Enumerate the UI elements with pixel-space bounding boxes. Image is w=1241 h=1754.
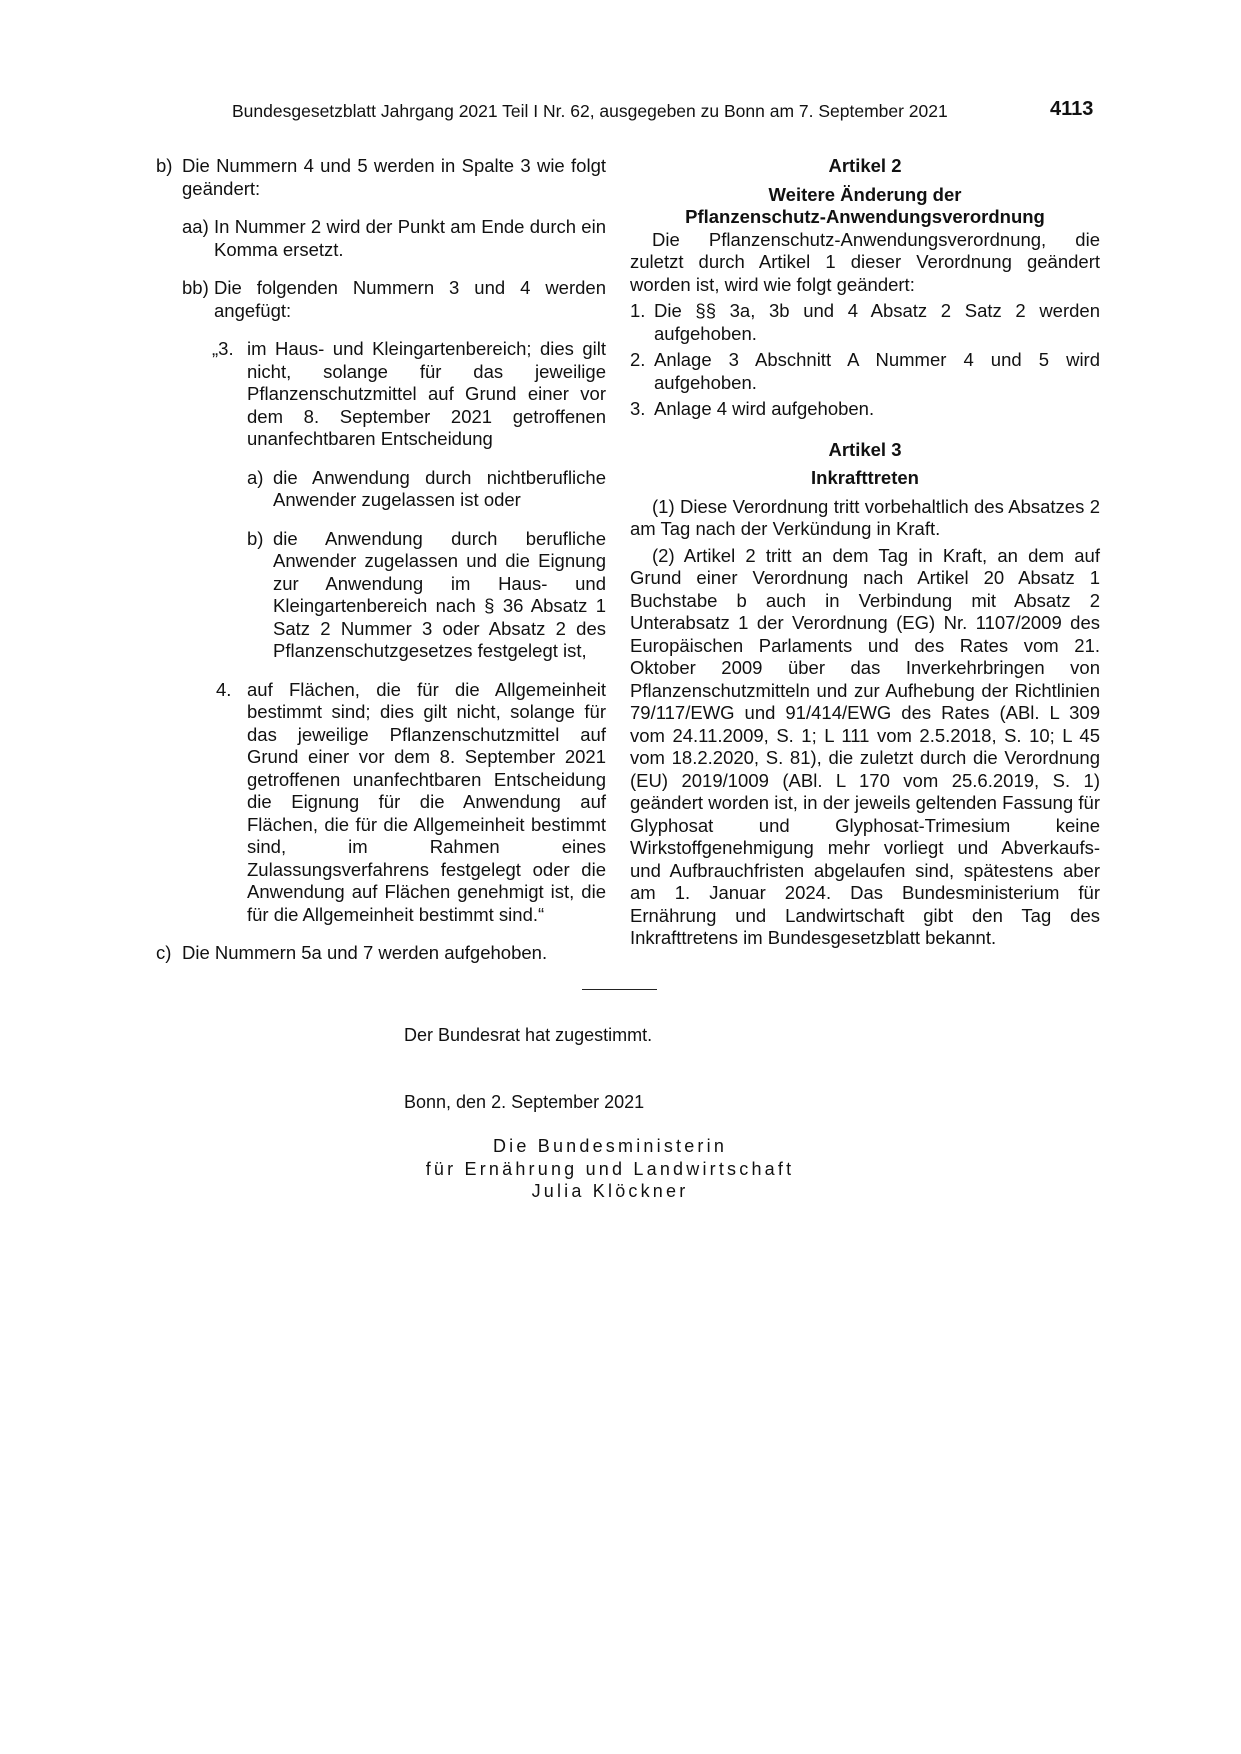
list-item-bb: [156, 277, 606, 322]
list-item-aa: [156, 216, 606, 261]
artikel2-intro: Die Pflanzenschutz-Anwendungsverordnung, die zuletzt durch Artikel 1 dieser Verordnung geändert worden ist, wird wie folgt geändert:: [630, 228, 1100, 295]
list-text: Die Nummern 4 und 5 werden in Spalte 3 wie folgt geändert:: [182, 155, 606, 199]
list-item-4: [156, 679, 606, 927]
list-text: Die Nummern 5a und 7 werden aufgehoben.: [182, 942, 548, 963]
left-column: [156, 155, 606, 965]
list-text: Die folgenden Nummern 3 und 4 werden angefügt:: [214, 277, 606, 321]
artikel3-para2: (2) Artikel 2 tritt an dem Tag in Kraft, an dem auf Grund einer Verordnung nach Artikel 20 Absatz 1 Buchstabe b auch in Verbindung mit Absatz 2 Unterabsatz 1 der Verordnung (EG) Nr. 1107/2009 des Europäischen Parlaments und des Rates vom 21. Oktober 2009 über das Inverkehrbringen von Pflanzenschutzmitteln und zur Aufhebung der Richtlinien 79/117/EWG und 91/414/EWG des Rates (ABl. L 309 vom 24.11.2009, S. 1; L 111 vom 2.5.2018, S. 10; L 45 vom 18.2.2020, S. 81), die zuletzt durch die Verordnung (EU) 2019/1009 (ABl. L 170 vom 25.6.2019, S. 1) geändert worden ist, in der jeweils geltenden Fassung für Glyphosat und Glyphosat-Trimesium keine Wirkstoffgenehmigung mehr vorliegt und Abverkaufs- und Aufbrauchfristen abgelaufen sind, spätestens aber am 1. Januar 2024. Das Bundesministerium für Ernährung und Landwirtschaft gibt den Tag des Inkrafttretens im Bundesgesetzblatt bekannt.: [630, 544, 1100, 948]
running-header: [232, 100, 1112, 123]
list-item-3: [156, 338, 606, 451]
signatory-name: Julia Klöckner: [531, 1181, 689, 1201]
list-label: „3.: [212, 338, 234, 359]
list-label: c): [156, 942, 172, 963]
list-text: die Anwendung durch nichtberufliche Anwender zugelassen ist oder: [273, 466, 606, 510]
list-item-b: [156, 155, 606, 200]
list-text: auf Flächen, die für die Allgemeinheit bestimmt sind; dies gilt nicht, solange für das jeweilige Pflanzenschutzmittel auf Grund einer vor dem 8. September 2021 getroffenen unanfechtbaren Entscheidung die Eignung für die Anwendung auf Flächen, die für die Allgemeinheit bestimmt sind, im Rahmen eines Zulassungsverfahrens festgelegt oder die Anwendung auf Flächen genehmigt ist, die für die Allgemeinheit bestimmt sind.“: [247, 678, 606, 925]
signatory-title-line2: für Ernährung und Landwirtschaft: [425, 1158, 795, 1179]
artikel3-para1: (1) Diese Verordnung tritt vorbehaltlich des Absatzes 2 am Tag nach der Verkündung in Kraft.: [630, 495, 1100, 539]
list-label: 4.: [216, 678, 232, 700]
list-label: 3.: [630, 398, 646, 419]
artikel2-item-3: [630, 398, 1100, 421]
list-text: Die §§ 3a, 3b und 4 Absatz 2 Satz 2 werden aufgehoben.: [654, 300, 1100, 344]
list-label: b): [156, 155, 173, 176]
list-label: bb): [182, 277, 209, 298]
consent-note: Der Bundesrat hat zugestimmt.: [404, 1025, 653, 1045]
artikel2-heading: Artikel 2: [828, 155, 902, 176]
list-item-3a: [156, 467, 606, 512]
place-date: Bonn, den 2. September 2021: [404, 1092, 645, 1112]
right-column: [630, 155, 1100, 950]
list-text: die Anwendung durch berufliche Anwender zugelassen und die Eignung zur Anwendung im Haus- und Kleingartenbereich nach § 36 Absatz 1 Satz 2 Nummer 3 oder Absatz 2 des Pflanzenschutzgesetzes festgelegt ist,: [273, 527, 606, 661]
artikel3-heading: Artikel 3: [828, 438, 902, 460]
artikel2-title-line2: Pflanzenschutz-Anwendungsverordnung: [685, 206, 1045, 227]
running-title: Bundesgesetzblatt Jahrgang 2021 Teil I Nr. 62, ausgegeben zu Bonn am 7. September 2021: [232, 101, 948, 121]
separator-rule: [582, 989, 657, 990]
signature-block: [400, 1135, 820, 1203]
list-label: a): [247, 466, 264, 488]
list-text: Anlage 3 Abschnitt A Nummer 4 und 5 wird aufgehoben.: [654, 349, 1100, 393]
signatory-title-line1: Die Bundesministerin: [492, 1136, 728, 1156]
list-text: In Nummer 2 wird der Punkt am Ende durch ein Komma ersetzt.: [214, 216, 606, 260]
artikel2-item-2: [630, 349, 1100, 394]
artikel3-title: Inkrafttreten: [811, 467, 919, 488]
list-label: aa): [182, 216, 209, 237]
list-text: im Haus- und Kleingartenbereich; dies gilt nicht, solange für das jeweilige Pflanzenschutzmittel auf Grund einer vor dem 8. September 2021 getroffenen unanfechtbaren Entscheidung: [247, 338, 606, 449]
list-label: 1.: [630, 300, 646, 321]
list-item-c: [156, 942, 606, 965]
artikel2-item-1: [630, 300, 1100, 345]
page-number: 4113: [1050, 98, 1094, 120]
list-item-3b: [156, 528, 606, 663]
list-text: Anlage 4 wird aufgehoben.: [654, 398, 875, 419]
list-label: 2.: [630, 349, 646, 370]
list-label: b): [247, 527, 264, 549]
artikel2-title-line1: Weitere Änderung der: [768, 183, 962, 205]
